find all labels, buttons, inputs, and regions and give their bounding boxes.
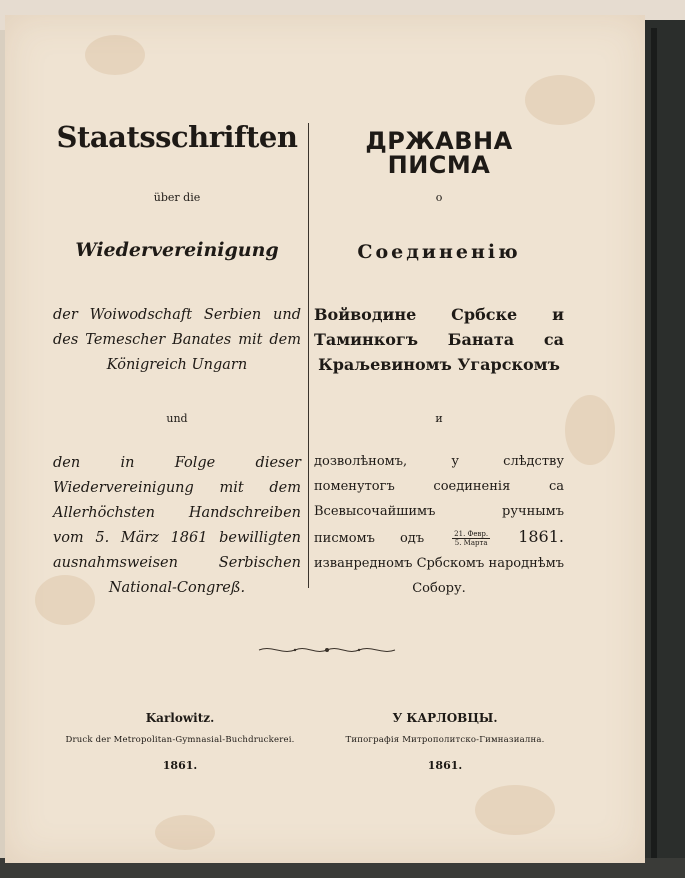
serbian-conjunction: и (435, 412, 443, 425)
serbian-paragraph-2-end: изванредномъ Србскомъ народнѣмъ Собору. (314, 556, 564, 596)
date-fraction-top: 21. Февр. (454, 530, 489, 538)
serbian-connector: о (435, 191, 443, 204)
serbian-imprint (325, 712, 565, 771)
german-paragraph-1: der Woiwodschaft Serbien und des Temescher Banates mit dem Königreich Ungarn (53, 307, 301, 373)
serbian-paragraph-2-start: дозволѣномъ, у слѣдству поменутогъ соединенія са Всевысочайшимъ ручнымъ писмомъ одъ (314, 454, 564, 546)
date-fraction-bottom: 5. Марта (454, 539, 488, 547)
serbian-heading: Соединенію (357, 241, 521, 263)
book-binding-edge (651, 28, 657, 858)
serbian-imprint-printer: Типографія Митрополитско-Гимназиална. (345, 735, 545, 745)
german-imprint-printer: Druck der Metropolitan-Gymnasial-Buchdruckerei. (65, 735, 295, 745)
german-connector: über die (153, 191, 201, 204)
book-binding (640, 20, 685, 878)
german-title: Staatsschriften (56, 120, 298, 154)
serbian-paragraph-1: Войводине Србске и Таминкогъ Баната са Краљевиномъ Угарскомъ (314, 305, 564, 374)
serbian-imprint-year: 1861. (427, 758, 463, 772)
column-divider (308, 123, 309, 588)
german-imprint (65, 712, 295, 771)
serbian-paragraph-2 (314, 449, 564, 601)
inline-year: 1861. (518, 527, 564, 546)
title-page (5, 15, 645, 863)
german-imprint-city: Karlowitz. (145, 711, 215, 725)
serbian-imprint-city: У КАРЛОВЦЫ. (392, 711, 498, 725)
page-content (5, 15, 645, 863)
serbian-title: ДРЖАВНА ПИСМА (365, 127, 513, 179)
german-heading: Wiedervereinigung (75, 239, 279, 261)
ornament-divider (257, 643, 397, 657)
german-imprint-year: 1861. (162, 758, 198, 772)
date-fraction (452, 530, 490, 547)
german-conjunction: und (166, 412, 188, 425)
german-paragraph-2: den in Folge dieser Wiedervereinigung mit dem Allerhöchsten Handschreiben vom 5. März 1861 bewilligten ausnahmsweisen Serbischen National-Congreß. (53, 455, 301, 596)
